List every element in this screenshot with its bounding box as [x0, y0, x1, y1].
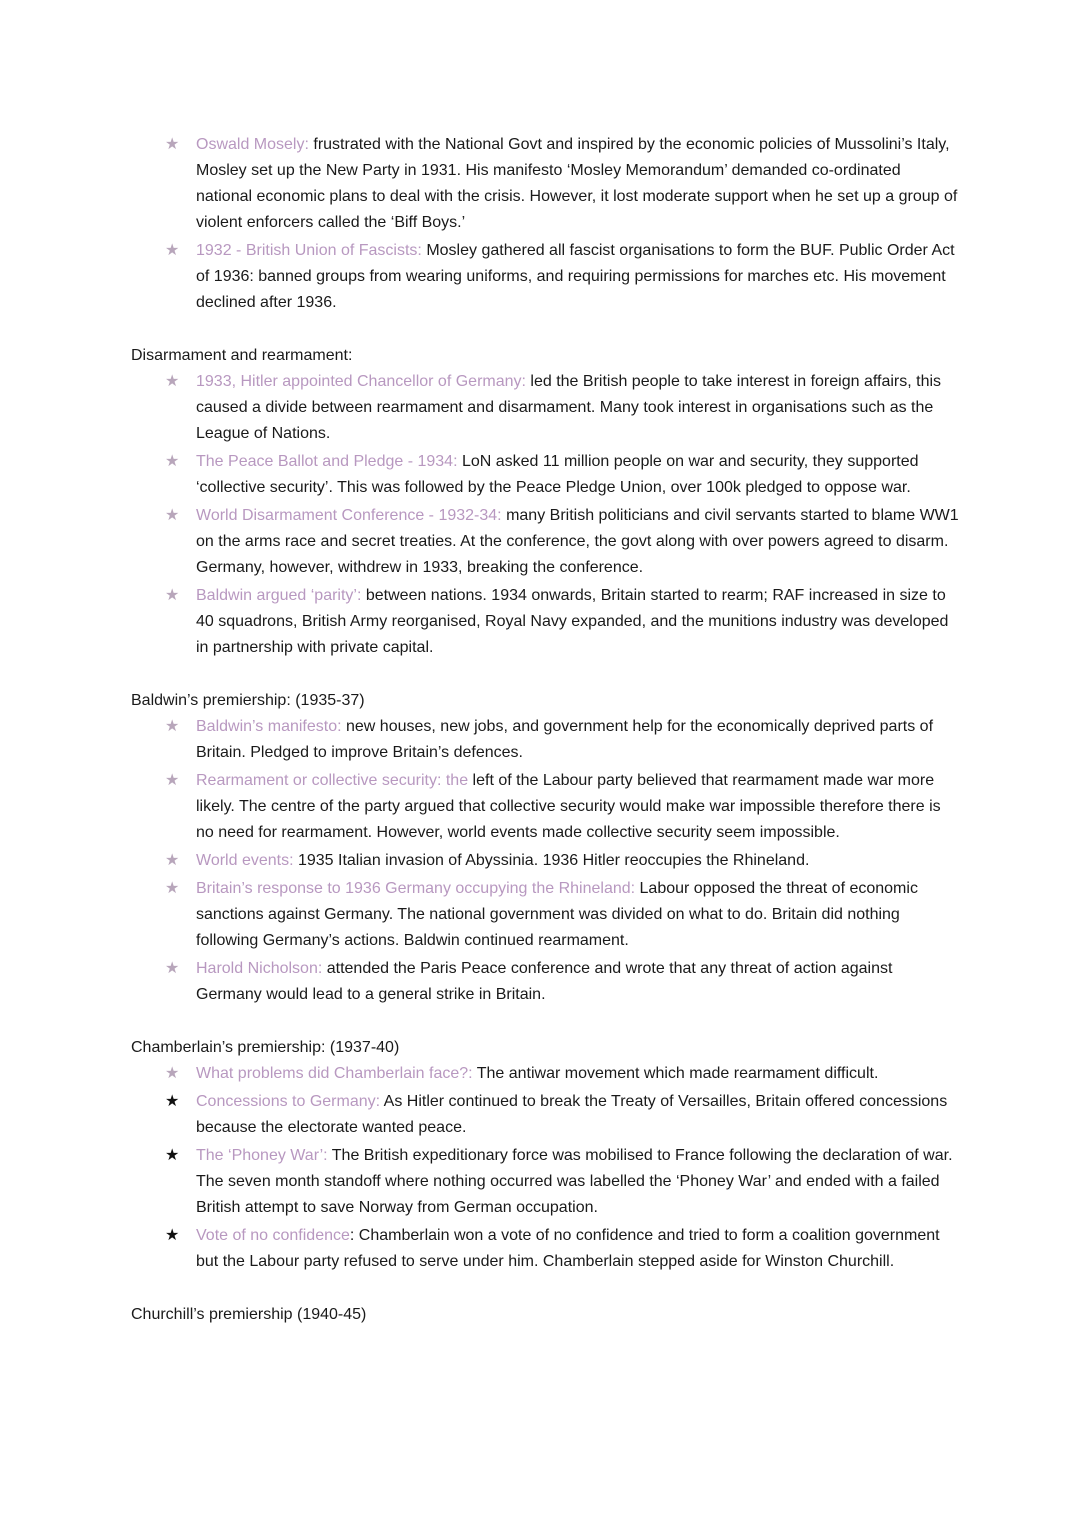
bullet-item — [131, 1143, 961, 1221]
bullet-text: The antiwar movement which made rearmament difficult. — [472, 1065, 879, 1082]
bullet-text: left of the Labour party believed that rearmament made war more likely. The centre of the party argued that collective security would make war impossible therefore there is no need for rearmament. However, world events made collective security seem impossible. — [196, 772, 941, 841]
bullet-item — [131, 449, 961, 501]
bullet-text: Labour opposed the threat of economic sanctions against Germany. The national government was divided on what to do. Britain did nothing following Germany’s actions. Baldwin continued rearmament. — [196, 880, 918, 949]
bullet-term: Harold Nicholson: — [196, 960, 323, 977]
bullet-item — [131, 848, 961, 874]
bullet-item — [131, 583, 961, 661]
bullet-term: Britain’s response to 1936 Germany occupying the Rhineland: — [196, 880, 636, 897]
bullet-term: Rearmament or collective security: the — [196, 772, 469, 789]
section-chamberlain — [131, 1035, 961, 1275]
section-mosley — [131, 132, 961, 316]
star-icon: ★ — [165, 880, 180, 897]
section-baldwin — [131, 688, 961, 1008]
bullet-list — [131, 714, 961, 1008]
star-icon: ★ — [165, 772, 180, 789]
bullet-list — [131, 369, 961, 661]
bullet-term: Baldwin’s manifesto: — [196, 718, 342, 735]
star-icon: ★ — [165, 587, 180, 604]
star-icon: ★ — [165, 1065, 180, 1082]
bullet-text: LoN asked 11 million people on war and security, they supported ‘collective security’. This was followed by the Peace Pledge Union, over 100k pledged to oppose war. — [196, 453, 919, 496]
section-heading: Chamberlain’s premiership: (1937-40) — [131, 1039, 400, 1056]
bullet-term: Baldwin argued ‘parity’: — [196, 587, 362, 604]
star-icon: ★ — [165, 507, 180, 524]
bullet-text: Mosley gathered all fascist organisations to form the BUF. Public Order Act of 1936: banned groups from wearing uniforms, and requiring permissions for marches etc. His movement declined after 1936. — [196, 242, 955, 311]
star-icon: ★ — [165, 453, 180, 470]
bullet-term: World Disarmament Conference - 1932-34: — [196, 507, 502, 524]
bullet-text: : Chamberlain won a vote of no confidence and tried to form a coalition government but the Labour party refused to serve under him. Chamberlain stepped aside for Winston Churchill. — [196, 1227, 940, 1270]
star-icon: ★ — [165, 242, 180, 259]
bullet-list — [131, 1061, 961, 1275]
star-icon: ★ — [165, 1093, 180, 1110]
bullet-text: new houses, new jobs, and government help for the economically deprived parts of Britain. Pledged to improve Britain’s defences. — [196, 718, 934, 761]
bullet-text: led the British people to take interest in foreign affairs, this caused a divide between rearmament and disarmament. Many took interest in organisations such as the League of Nations. — [196, 373, 942, 442]
bullet-item — [131, 768, 961, 846]
bullet-term: The ‘Phoney War’: — [196, 1147, 328, 1164]
bullet-term: 1933, Hitler appointed Chancellor of Germany: — [196, 373, 526, 390]
star-icon: ★ — [165, 136, 180, 153]
bullet-text: attended the Paris Peace conference and wrote that any threat of action against Germany would lead to a general strike in Britain. — [196, 960, 893, 1003]
bullet-term: World events: — [196, 852, 294, 869]
bullet-term: 1932 - British Union of Fascists: — [196, 242, 422, 259]
section-heading: Disarmament and rearmament: — [131, 347, 353, 364]
bullet-item — [131, 1089, 961, 1141]
star-icon: ★ — [165, 1227, 180, 1244]
bullet-text: As Hitler continued to break the Treaty of Versailles, Britain offered concessions because the electorate wanted peace. — [196, 1093, 948, 1136]
bullet-term: The Peace Ballot and Pledge - 1934: — [196, 453, 458, 470]
bullet-text: many British politicians and civil servants started to blame WW1 on the arms race and secret treaties. At the conference, the govt along with over powers agreed to disarm. Germany, however, withdrew in 1933, breaking the conference. — [196, 507, 959, 576]
star-icon: ★ — [165, 718, 180, 735]
bullet-item — [131, 238, 961, 316]
star-icon: ★ — [165, 373, 180, 390]
bullet-text: 1935 Italian invasion of Abyssinia. 1936 Hitler reoccupies the Rhineland. — [293, 852, 810, 869]
section-churchill — [131, 1302, 961, 1328]
bullet-text: between nations. 1934 onwards, Britain started to rearm; RAF increased in size to 40 squadrons, British Army reorganised, Royal Navy expanded, and the munitions industry was developed in partnership with private capital. — [196, 587, 949, 656]
bullet-item — [131, 714, 961, 766]
section-heading: Baldwin’s premiership: (1935-37) — [131, 692, 365, 709]
section-heading: Churchill’s premiership (1940-45) — [131, 1306, 367, 1323]
bullet-term: What problems did Chamberlain face?: — [196, 1065, 473, 1082]
star-icon: ★ — [165, 852, 180, 869]
section-disarmament — [131, 343, 961, 661]
bullet-item — [131, 876, 961, 954]
bullet-item — [131, 1061, 961, 1087]
bullet-item — [131, 1223, 961, 1275]
bullet-item — [131, 503, 961, 581]
bullet-item — [131, 132, 961, 236]
bullet-list — [131, 132, 961, 316]
bullet-term: Concessions to Germany: — [196, 1093, 381, 1110]
bullet-item — [131, 369, 961, 447]
bullet-text: The British expeditionary force was mobilised to France following the declaration of war. The seven month standoff where nothing occurred was labelled the ‘Phoney War’ and ended with a failed British attempt to save Norway from German occupation. — [196, 1147, 953, 1216]
star-icon: ★ — [165, 960, 180, 977]
bullet-text: frustrated with the National Govt and inspired by the economic policies of Mussolini’s Italy, Mosley set up the New Party in 1931. His manifesto ‘Mosley Memorandum’ demanded co-ordinated national economic plans to deal with the crisis. However, it lost moderate support when he set up a group of violent enforcers called the ‘Biff Boys.’ — [196, 136, 958, 231]
bullet-term: Oswald Mosely: — [196, 136, 309, 153]
bullet-term: Vote of no confidence — [196, 1227, 350, 1244]
bullet-item — [131, 956, 961, 1008]
star-icon: ★ — [165, 1147, 180, 1164]
